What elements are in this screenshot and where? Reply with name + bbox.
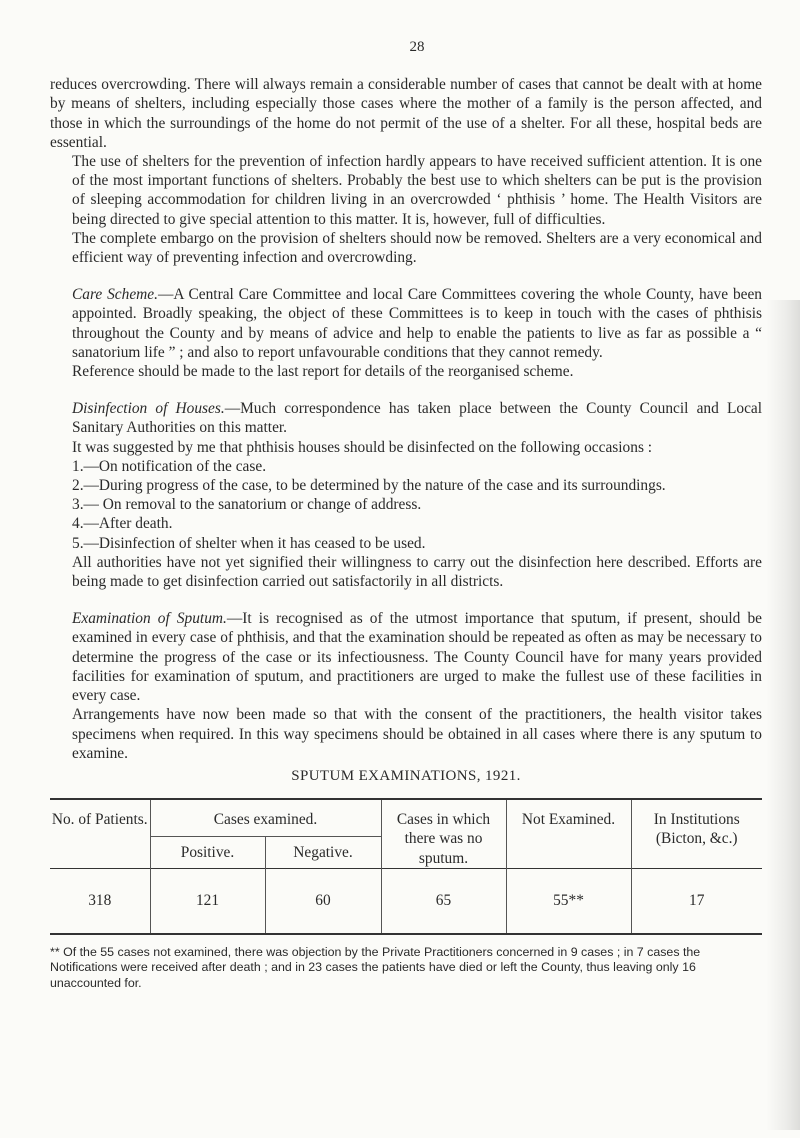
header-patients: No. of Patients. (50, 799, 150, 868)
paragraph-shelters-embargo: The complete embargo on the provision of shelters should now be removed. Shelters are a very economical and efficient way of preventing infection and overcrowding. (72, 229, 762, 267)
disinfection-heading: Disinfection of Houses. (72, 400, 225, 418)
paragraph-shelters-infection: The use of shelters for the prevention of infection hardly appears to have received sufficient attention. It is one of the most important functions of shelters. Probably the best use to which shelters can be put is the provision of sleeping accommodation for children living in an overcrowded ‘ phthisis ’ home. The Health Visitors are being directed to give special attention to this matter. It is, however, full of difficulties. (72, 153, 762, 228)
table-row (50, 868, 762, 934)
header-not-examined: Not Examined. (506, 799, 631, 868)
cell-not-examined: 55** (506, 868, 631, 934)
paragraph-hospital-beds: reduces overcrowding. There will always remain a considerable number of cases that cannot be dealt with at home by means of shelters, including especially those cases where the mother of a family is the person affected, and those in which the surroundings of the home do not permit of the use of a shelter. For all these, hospital beds are essential. (50, 76, 762, 151)
page-edge-shadow (766, 300, 800, 1130)
table-footnote: ** Of the 55 cases not examined, there was objection by the Private Practitioners concerned in 9 cases ; in 7 cases the Notifications were received after death ; and in 23 cases the patients have died or left the County, thus leaving only 16 unaccounted for. (50, 944, 701, 990)
list-item: 2.—During progress of the case, to be determined by the nature of the case and its surroundings. (72, 477, 666, 495)
section-care-scheme (50, 285, 762, 362)
header-cases-examined: Cases examined. (150, 799, 381, 837)
disinfection-authorities: All authorities have not yet signified their willingness to carry out the disinfection here described. Efforts are being made to get disinfection carried out satisfactorily in all districts. (72, 553, 762, 591)
care-scheme-heading: Care Scheme. (72, 286, 158, 304)
cell-positive: 121 (150, 868, 265, 934)
list-item: 5.—Disinfection of shelter when it has ceased to be used. (72, 534, 426, 552)
sputum-arrangements: Arrangements have now been made so that with the consent of the practitioners, the health visitor takes specimens when required. In this way specimens should be obtained in all cases where there is any sputum to examine. (72, 706, 762, 762)
care-scheme-reference: Reference should be made to the last report for details of the reorganised scheme. (72, 363, 574, 381)
cell-no-sputum: 65 (381, 868, 506, 934)
disinfection-suggestion: It was suggested by me that phthisis houses should be disinfected on the following occasions : (72, 438, 653, 456)
section-sputum (50, 609, 762, 705)
list-item: 4.—After death. (72, 515, 173, 533)
cell-patients: 318 (50, 868, 150, 934)
header-positive: Positive. (150, 837, 265, 868)
sputum-heading: Examination of Sputum. (72, 610, 227, 628)
care-scheme-text: —A Central Care Committee and local Care Committees covering the whole County, have been appointed. Broadly speaking, the object of these Committees is to keep in touch with the cases of phthisis throughout the County and by means of advice and help to enable the patients to live as far as possible a “ sanatorium life ” ; and also to report unfavourable conditions that they cannot remedy. (72, 286, 762, 361)
page-number: 28 (409, 39, 425, 55)
table-title: SPUTUM EXAMINATIONS, 1921. (291, 767, 521, 784)
document-page (50, 38, 762, 991)
sputum-text: —It is recognised as of the utmost importance that sputum, if present, should be examined in every case of phthisis, and that the examination should be repeated as often as may be necessary to determine the progress of the case or its infectiousness. The County Council have for many years provided facilities for examination of sputum, and practitioners are urged to make the fullest use of these facilities in every case. (72, 610, 762, 705)
cell-negative: 60 (265, 868, 381, 934)
header-institutions: In Institutions (Bicton, &c.) (631, 799, 762, 868)
disinfection-text: —Much correspondence has taken place between the County Council and Local Sanitary Authorities on this matter. (72, 400, 763, 437)
header-no-sputum: Cases in which there was no sputum. (381, 799, 506, 868)
disinfection-occasions-list (50, 457, 762, 553)
section-disinfection (50, 399, 762, 437)
list-item: 3.— On removal to the sanatorium or change of address. (72, 496, 422, 514)
list-item: 1.—On notification of the case. (72, 457, 267, 475)
header-negative: Negative. (265, 837, 381, 868)
sputum-examinations-table (50, 798, 762, 935)
cell-institutions: 17 (631, 868, 762, 934)
